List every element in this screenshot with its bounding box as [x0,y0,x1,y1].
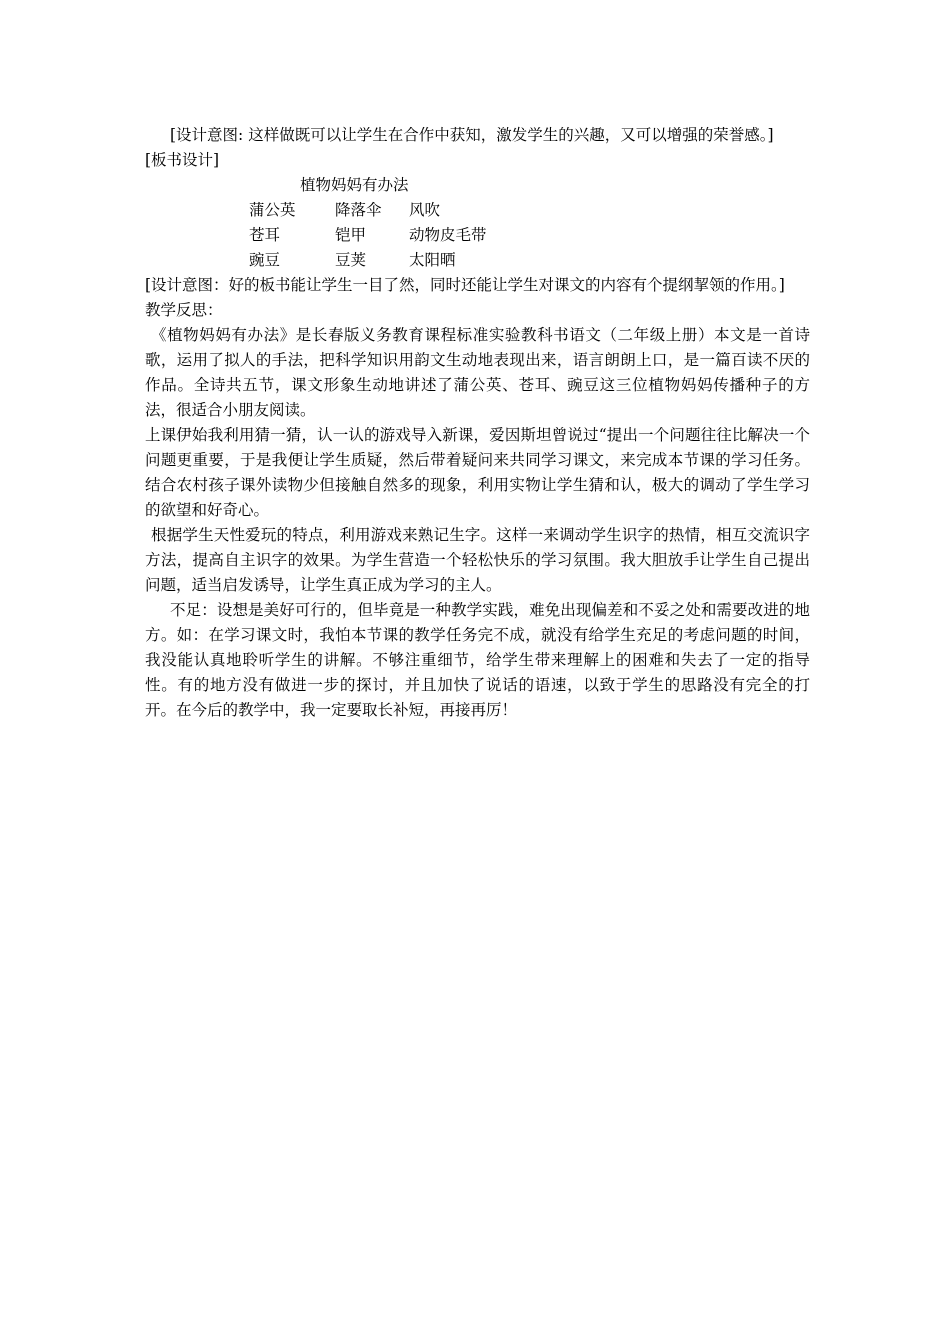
board-heading: [板书设计] [145,151,220,169]
board-row [249,198,549,223]
document-page [145,123,810,723]
board-cell: 豌豆 [249,251,281,269]
board-cell: 风吹 [409,201,441,219]
board-cell: 蒲公英 [249,201,296,219]
board-cell: 动物皮毛带 [409,226,487,244]
board-cell: 铠甲 [335,226,367,244]
design-intent-1: [设计意图: 这样做既可以让学生在合作中获知，激发学生的兴趣，又可以增强的荣誉感。] [170,126,774,144]
board-row [249,223,549,248]
reflection-paragraph: 上课伊始我利用猜一猜，认一认的游戏导入新课，爱因斯坦曾说过“提出一个问题往往比解决一个问题更重要，于是我便让学生质疑，然后带着疑问来共同学习课文，来完成本节课的学习任务。结合农村孩子课外读物少但接触自然多的现象，利用实物让学生猜和认，极大的调动了学生学习的欲望和好奇心。 [145,426,810,519]
board-design [145,173,810,273]
design-intent-2: [设计意图：好的板书能让学生一目了然，同时还能让学生对课文的内容有个提纲挈领的作用。] [145,276,785,294]
reflection-heading: 教学反思： [145,301,223,319]
board-row [249,248,549,273]
reflection-paragraph: 不足：设想是美好可行的，但毕竟是一种教学实践，难免出现偏差和不妥之处和需要改进的地方。如：在学习课文时，我怕本节课的教学任务完不成，就没有给学生充足的考虑问题的时间，我没能认真地聆听学生的讲解。不够注重细节，给学生带来理解上的困难和失去了一定的指导性。有的地方没有做进一步的探讨，并且加快了说话的语速，以致于学生的思路没有完全的打开。在今后的教学中，我一定要取长补短，再接再厉！ [145,601,810,719]
reflection-paragraph: 《植物妈妈有办法》是长春版义务教育课程标准实验教科书语文（二年级上册）本文是一首诗歌，运用了拟人的手法，把科学知识用韵文生动地表现出来，语言朗朗上口，是一篇百读不厌的作品。全诗共五节，课文形象生动地讲述了蒲公英、苍耳、豌豆这三位植物妈妈传播种子的方法，很适合小朋友阅读。 [145,326,810,419]
board-cell: 太阳晒 [409,251,456,269]
board-cell: 降落伞 [335,201,382,219]
board-cell: 豆荚 [335,251,367,269]
board-cell: 苍耳 [249,226,281,244]
reflection-paragraph: 根据学生天性爱玩的特点，利用游戏来熟记生字。这样一来调动学生识字的热情，相互交流识字方法，提高自主识字的效果。为学生营造一个轻松快乐的学习氛围。我大胆放手让学生自己提出问题，适当启发诱导，让学生真正成为学习的主人。 [145,526,810,594]
board-title: 植物妈妈有办法 [300,176,409,194]
